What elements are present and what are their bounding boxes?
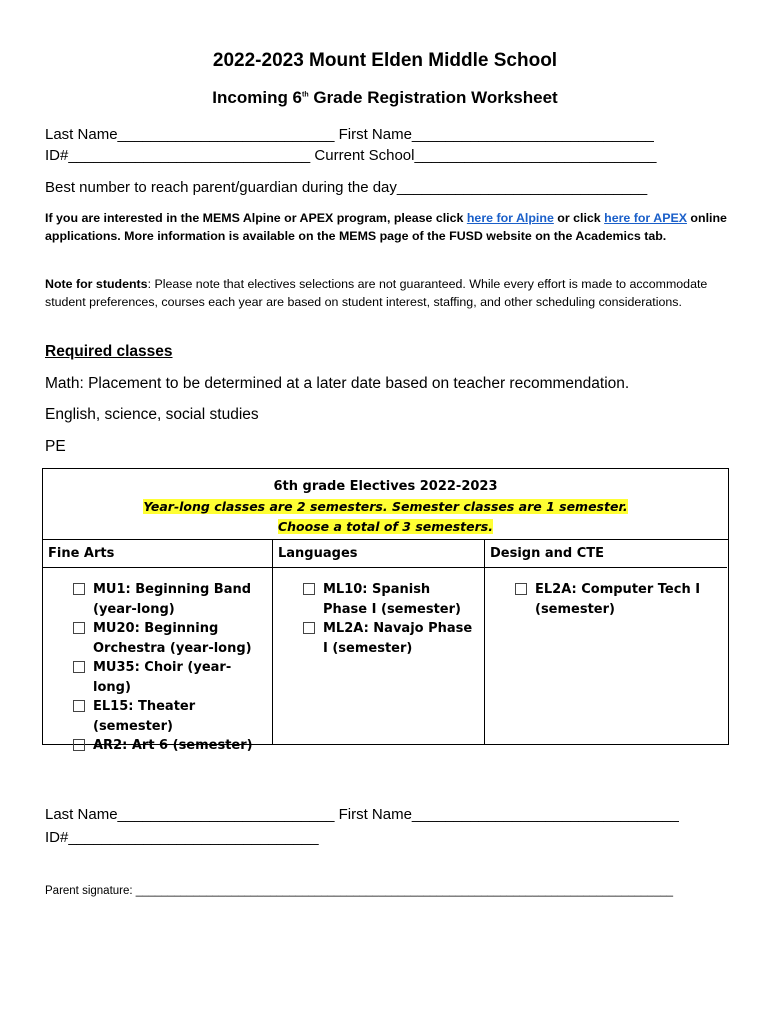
column-fine-arts: [43, 540, 273, 753]
elective-label: AR2: Art 6 (semester): [93, 738, 253, 753]
page-subtitle: [0, 88, 770, 108]
required-heading: Required classes: [45, 343, 173, 360]
name-field-line[interactable]: Last Name__________________________ First Name_____________________________: [45, 126, 654, 143]
elective-label: MU20: Beginning Orchestra (year-long): [93, 621, 252, 656]
elective-option[interactable]: [43, 619, 272, 658]
parent-signature-line[interactable]: Parent signature: ____________________________________________________________________________________: [45, 885, 674, 897]
elective-option[interactable]: [273, 619, 484, 658]
name-field-line-bottom[interactable]: Last Name__________________________ First Name________________________________: [45, 806, 679, 823]
checkbox-icon[interactable]: [515, 583, 527, 595]
note-paragraph: [45, 275, 735, 311]
page-title: 2022-2023 Mount Elden Middle School: [212, 50, 558, 71]
column-header: Fine Arts: [43, 540, 272, 568]
elective-label: EL2A: Computer Tech I (semester): [535, 582, 701, 617]
electives-header: [43, 469, 728, 540]
programs-paragraph: [45, 209, 735, 245]
checkbox-icon[interactable]: [73, 583, 85, 595]
subtitle-part: Incoming 6: [212, 88, 303, 107]
electives-note: Year-long classes are 2 semesters. Semester classes are 1 semester.: [143, 499, 628, 514]
electives-title: 6th grade Electives 2022-2023: [273, 479, 498, 494]
required-math: Math: Placement to be determined at a later date based on teacher recommendation.: [45, 375, 630, 392]
column-languages: [273, 540, 485, 745]
checkbox-icon[interactable]: [73, 661, 85, 673]
elective-option[interactable]: [273, 580, 484, 619]
alpine-link[interactable]: here for Alpine: [466, 211, 554, 225]
elective-option[interactable]: [43, 658, 272, 697]
programs-text: online applications. More information is available on the MEMS page of the FUSD website on the Academics tab.: [45, 211, 727, 243]
elective-label: MU35: Choir (year-long): [93, 660, 232, 695]
note-label: Note for students: [45, 277, 148, 291]
checkbox-icon[interactable]: [73, 700, 85, 712]
electives-table: [42, 468, 729, 753]
column-header: Languages: [273, 540, 484, 568]
elective-label: MU1: Beginning Band (year-long): [93, 582, 252, 617]
programs-text: or click: [553, 211, 605, 225]
elective-option[interactable]: [43, 580, 272, 619]
column-header: Design and CTE: [485, 540, 727, 568]
apex-link[interactable]: here for APEX: [604, 211, 687, 225]
elective-label: ML2A: Navajo Phase I (semester): [323, 621, 473, 656]
phone-field-line[interactable]: Best number to reach parent/guardian during the day______________________________: [45, 179, 648, 196]
required-pe: PE: [45, 438, 66, 455]
elective-label: ML10: Spanish Phase I (semester): [323, 582, 461, 617]
note-text: : Please note that electives selections are not guaranteed. While every effort is made to accommodate student preferences, courses each year are based on student interest, staffing, and other scheduling considerations.: [45, 277, 708, 309]
elective-option[interactable]: [485, 580, 727, 619]
elective-option[interactable]: [43, 736, 272, 756]
id-field-line-bottom[interactable]: ID#______________________________: [45, 829, 319, 846]
required-core: English, science, social studies: [45, 406, 259, 423]
subtitle-superscript: th: [302, 91, 309, 99]
column-design-cte: [485, 540, 727, 745]
subtitle-part: Grade Registration Worksheet: [308, 88, 558, 107]
programs-text: If you are interested in the MEMS Alpine or APEX program, please click: [45, 211, 467, 225]
checkbox-icon[interactable]: [73, 739, 85, 751]
elective-option[interactable]: [43, 697, 272, 736]
checkbox-icon[interactable]: [303, 622, 315, 634]
elective-label: EL15: Theater (semester): [93, 699, 196, 734]
id-school-field-line[interactable]: ID#_____________________________ Current School_____________________________: [45, 147, 657, 164]
electives-note: Choose a total of 3 semesters.: [277, 519, 493, 534]
checkbox-icon[interactable]: [303, 583, 315, 595]
checkbox-icon[interactable]: [73, 622, 85, 634]
